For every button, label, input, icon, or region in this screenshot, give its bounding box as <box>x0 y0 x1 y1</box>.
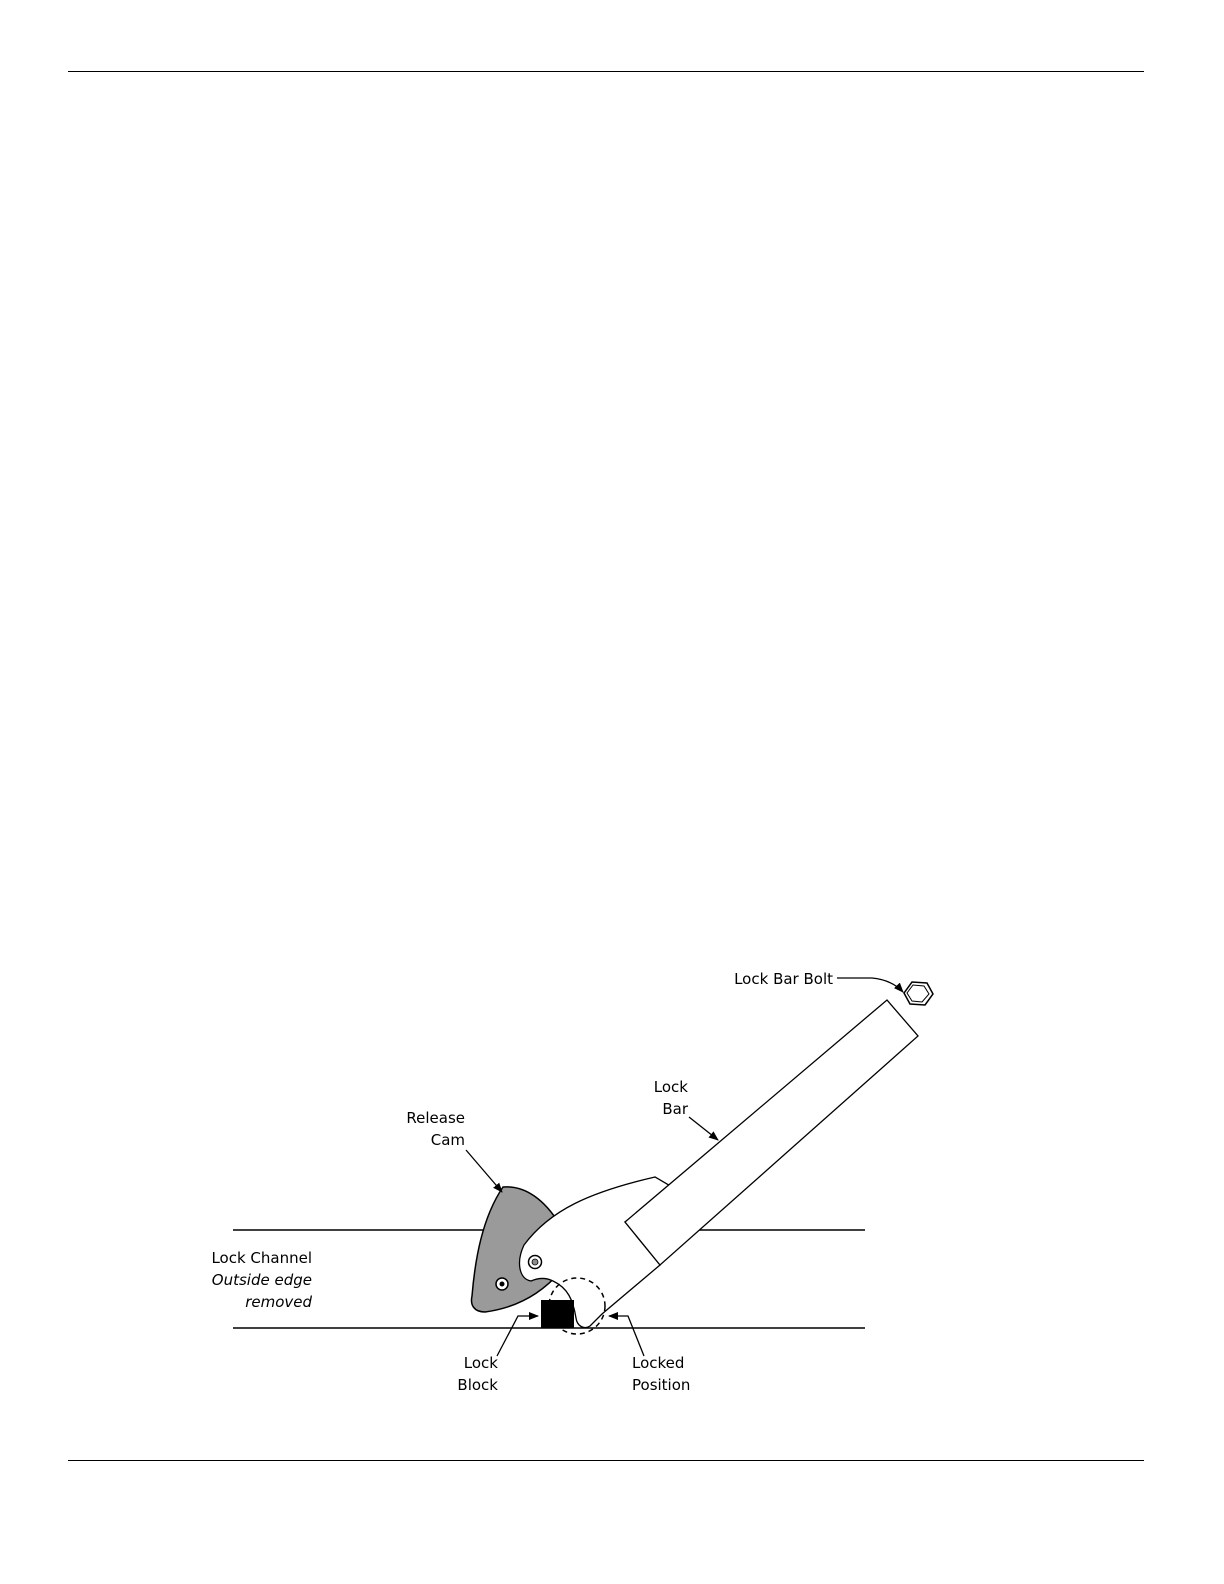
lock-bar-label-line2: Bar <box>662 1100 688 1118</box>
lock-block-arrow <box>497 1316 538 1356</box>
locked-position-label-line2: Position <box>632 1376 691 1394</box>
lock-block-label-line2: Block <box>457 1376 498 1394</box>
release-cam-label-line1: Release <box>406 1109 465 1127</box>
lock-channel-label: Lock Channel <box>211 1249 312 1267</box>
lock-channel-note-line1: Outside edge <box>211 1271 312 1289</box>
lock-bar-arrow <box>689 1117 718 1140</box>
lock-channel-note-line2: removed <box>245 1293 312 1311</box>
lock-block <box>541 1300 574 1328</box>
lock-block-label-line1: Lock <box>463 1354 498 1372</box>
lock-bar-bolt-label: Lock Bar Bolt <box>734 970 833 988</box>
lock-bar <box>625 1000 918 1265</box>
lock-bar-pivot-center <box>532 1259 538 1265</box>
release-cam-pivot-center <box>500 1282 505 1287</box>
lock-bar-bolt-arrow <box>837 978 903 992</box>
lock-bar-label-line1: Lock <box>653 1078 688 1096</box>
release-cam-label-line2: Cam <box>430 1131 465 1149</box>
locked-position-arrow <box>609 1316 644 1356</box>
locked-position-label-line1: Locked <box>632 1354 685 1372</box>
release-cam-arrow <box>466 1150 502 1192</box>
